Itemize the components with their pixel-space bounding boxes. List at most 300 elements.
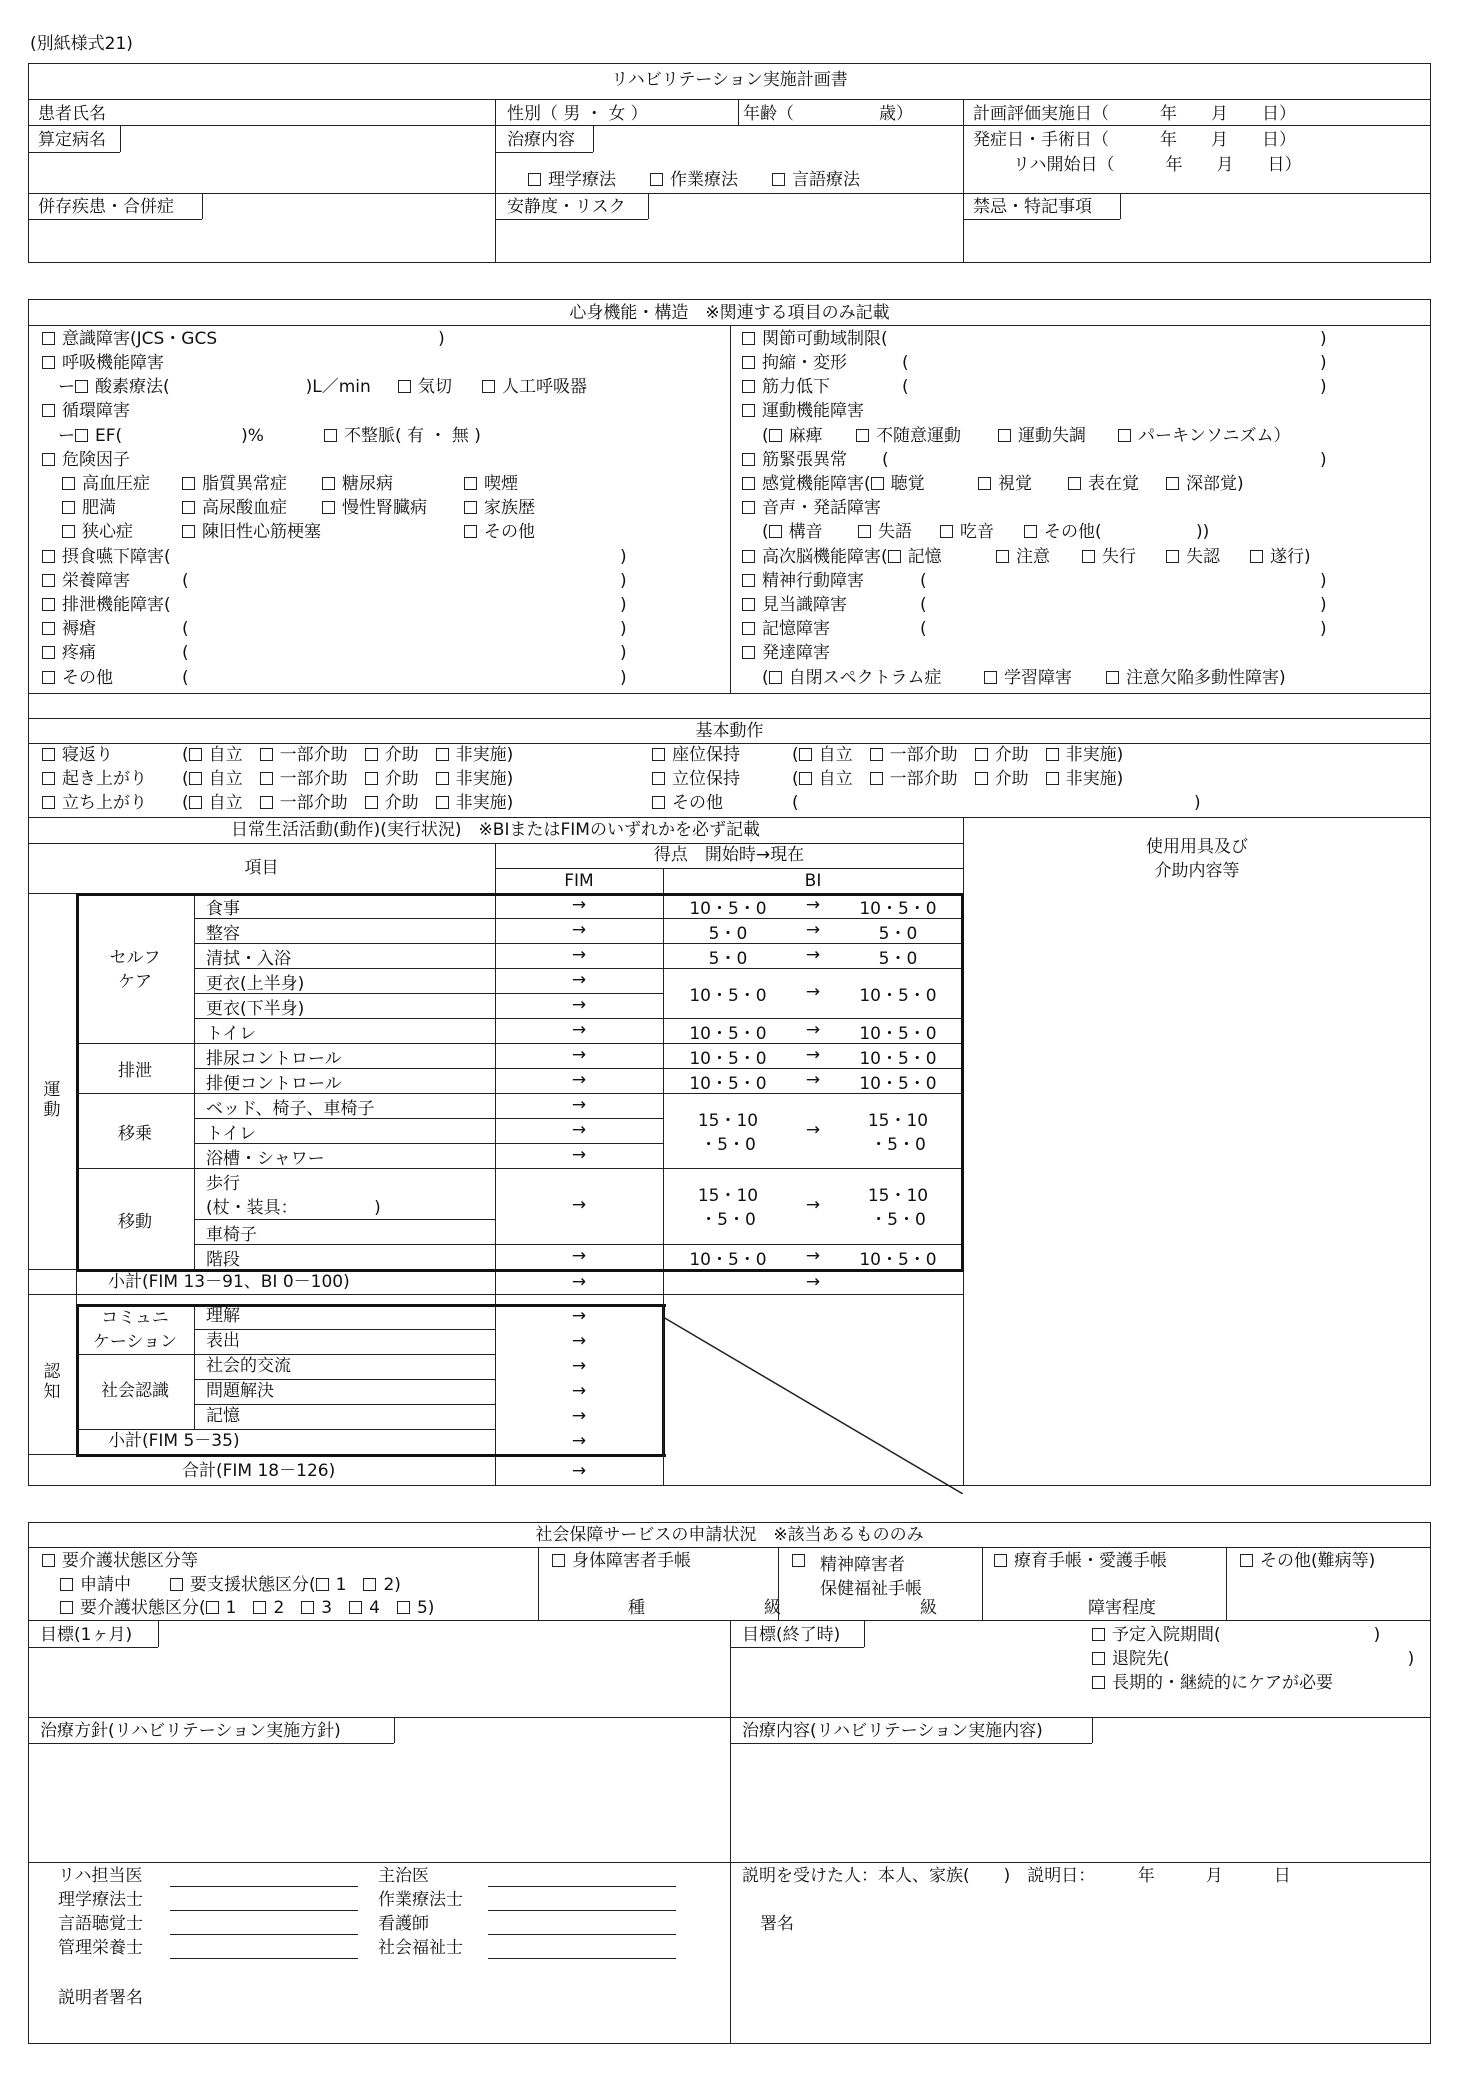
checkbox-icon[interactable] (464, 501, 477, 514)
fim-arrow: → (571, 1381, 587, 1401)
sex-field[interactable]: 性別（ 男 ・ 女 ） (507, 104, 648, 124)
checkbox-icon[interactable] (1240, 1554, 1253, 1567)
bf-tracheostomy[interactable]: 気切 (398, 379, 452, 396)
bf-risk-factors[interactable]: 危険因子 (42, 452, 130, 469)
checkbox-icon[interactable] (742, 380, 755, 393)
bf-circulation[interactable]: 循環障害 (42, 403, 130, 420)
checkbox-icon[interactable] (742, 332, 755, 345)
checkbox-icon[interactable] (994, 1554, 1007, 1567)
fim-arrow: → (571, 1144, 587, 1165)
bf-adhd[interactable]: 注意欠陥多動性障害) (1106, 670, 1286, 687)
bf-speech[interactable]: 音声・発話障害 (742, 500, 881, 517)
staff-rehab-doctor: リハ担当医 (58, 1866, 143, 1886)
basic-motion-title: 基本動作 (695, 721, 764, 741)
bi-arrow: → (805, 894, 821, 915)
checkbox-icon[interactable] (1046, 748, 1059, 761)
therapy-ot[interactable]: 作業療法 (650, 172, 738, 189)
checkbox-icon[interactable] (324, 429, 337, 442)
bi-start-value: 10・5・0 (689, 1249, 767, 1270)
checkbox-icon[interactable] (975, 772, 988, 785)
checkbox-icon[interactable] (1046, 772, 1059, 785)
basic-motion-r-0[interactable]: 座位保持 (652, 747, 740, 764)
bf-articulation[interactable]: ( 構音 (762, 522, 823, 542)
bi-arrow: → (805, 1044, 821, 1065)
staff-dietitian: 管理栄養士 (58, 1938, 143, 1958)
bf-cognitive[interactable]: 高次脳機能障害( 記憶 (742, 549, 942, 566)
checkbox-icon[interactable] (322, 501, 335, 514)
score-header: 得点 開始時→現在 (653, 845, 805, 865)
rule-line (76, 893, 964, 896)
rule-line (495, 1068, 663, 1069)
checkbox-icon[interactable] (62, 525, 75, 538)
bf-deep[interactable]: 深部覚) (1166, 476, 1244, 493)
support-cb[interactable]: 要支援状態区分( 1 2) (170, 1577, 401, 1594)
checkbox-icon[interactable] (260, 772, 273, 785)
checkbox-icon[interactable] (652, 772, 665, 785)
checkbox-icon[interactable] (482, 380, 495, 393)
bi-arrow: → (805, 1069, 821, 1090)
signature-label: 署名 (760, 1914, 794, 1934)
paren-close: ) (1320, 329, 1327, 349)
checkbox-icon[interactable] (940, 525, 953, 538)
adl-item-5: トイレ (206, 1024, 257, 1044)
paren-open: ( (920, 619, 927, 639)
adl-item-1: 整容 (206, 924, 240, 944)
checkbox-icon[interactable] (42, 550, 55, 563)
rule-line (194, 1329, 495, 1330)
bf-other[interactable]: その他 (42, 670, 113, 687)
checkbox-icon[interactable] (42, 772, 55, 785)
checkbox-icon[interactable] (189, 796, 202, 809)
bf-respiratory[interactable]: 呼吸機能障害 (42, 355, 164, 372)
checkbox-icon[interactable] (316, 1578, 329, 1591)
checkbox-icon[interactable] (75, 380, 88, 393)
adl-item-cog-3: 問題解決 (206, 1381, 274, 1401)
checkbox-icon[interactable] (742, 356, 755, 369)
staff-ot: 作業療法士 (378, 1890, 463, 1910)
checkbox-icon[interactable] (975, 748, 988, 761)
mental-grade: 級 (920, 1598, 937, 1618)
checkbox-icon[interactable] (60, 1601, 73, 1614)
checkbox-icon[interactable] (1092, 1652, 1105, 1665)
bi-arrow: → (805, 1119, 821, 1140)
adl-item-cog-2: 社会的交流 (206, 1356, 291, 1376)
other-cb[interactable]: その他(難病等) (1240, 1553, 1375, 1570)
checkbox-icon[interactable] (870, 772, 883, 785)
checkbox-icon[interactable] (652, 796, 665, 809)
bf-family-history[interactable]: 家族歴 (464, 500, 535, 517)
staff-nurse: 看護師 (378, 1914, 429, 1934)
paren-open: ( (902, 353, 909, 373)
fim-arrow: → (571, 1356, 587, 1376)
bf-old-mi[interactable]: 陳旧性心筋梗塞 (182, 524, 321, 541)
checkbox-icon[interactable] (998, 429, 1011, 442)
checkbox-icon[interactable] (436, 796, 449, 809)
checkbox-icon[interactable] (552, 1554, 565, 1567)
bf-hypertension[interactable]: 高血圧症 (62, 476, 150, 493)
bf-motor[interactable]: 運動機能障害 (742, 403, 864, 420)
bf-paralysis[interactable]: ( 麻痺 (762, 426, 823, 446)
checkbox-icon[interactable] (650, 173, 663, 186)
rule-line (663, 918, 963, 919)
paren-close: ) (1194, 793, 1201, 813)
bf-dysphagia[interactable]: 摂食嚥下障害( (42, 549, 171, 566)
bi-current-value: 15・10 ・5・0 (867, 1110, 929, 1155)
bf-involuntary[interactable]: 不随意運動 (856, 428, 961, 445)
checkbox-icon[interactable] (436, 748, 449, 761)
checkbox-icon[interactable] (182, 525, 195, 538)
checkbox-icon[interactable] (189, 748, 202, 761)
checkbox-icon[interactable] (742, 453, 755, 466)
fim-arrow: → (571, 1272, 587, 1292)
bf-oxygen[interactable]: ー 酸素療法( )L／min (58, 377, 371, 397)
checkbox-icon[interactable] (436, 772, 449, 785)
rule-line (495, 1244, 663, 1245)
bf-hyperuricemia[interactable]: 高尿酸血症 (182, 500, 287, 517)
bf-tone[interactable]: 筋緊張異常 (742, 452, 847, 469)
bf-contracture[interactable]: 拘縮・変形 (742, 355, 847, 372)
bf-ef[interactable]: ー EF( )% (58, 426, 264, 446)
adl-item-3: 更衣(上半身) (206, 974, 305, 994)
checkbox-icon[interactable] (464, 477, 477, 490)
rule-line (194, 1118, 495, 1119)
rule-line (663, 1068, 963, 1069)
checkbox-icon[interactable] (260, 796, 273, 809)
bf-developmental[interactable]: 発達障害 (742, 645, 830, 662)
checkbox-icon[interactable] (464, 525, 477, 538)
bf-dyslipidemia[interactable]: 脂質異常症 (182, 476, 287, 493)
basic-motion-r-2[interactable]: その他 (652, 795, 723, 812)
checkbox-icon[interactable] (1092, 1676, 1105, 1689)
checkbox-icon[interactable] (301, 1601, 314, 1614)
checkbox-icon[interactable] (42, 332, 55, 345)
bf-vision[interactable]: 視覚 (978, 476, 1032, 493)
rule-line (663, 1043, 963, 1044)
checkbox-icon[interactable] (1082, 550, 1095, 563)
paren-close: ) (1320, 450, 1327, 470)
policy-label: 治療方針(リハビリテーション実施方針) (40, 1721, 341, 1741)
paren-close: ) (620, 547, 627, 567)
checkbox-icon[interactable] (62, 501, 75, 514)
checkbox-icon[interactable] (792, 1554, 805, 1567)
checkbox-icon[interactable] (182, 501, 195, 514)
rule-line (76, 1304, 79, 1455)
bf-risk-other[interactable]: その他 (464, 524, 535, 541)
bf-consciousness[interactable]: 意識障害(JCS・GCS ) (42, 331, 445, 348)
rule-line (194, 1068, 495, 1069)
checkbox-icon[interactable] (1118, 429, 1131, 442)
paren-close: ) (1320, 619, 1327, 639)
fim-arrow: → (571, 894, 587, 915)
rule-line (663, 1244, 963, 1245)
checkbox-icon[interactable] (260, 748, 273, 761)
checkbox-icon[interactable] (253, 1601, 266, 1614)
checkbox-icon[interactable] (42, 796, 55, 809)
rule-line (194, 918, 495, 919)
care-level2-cb[interactable]: 要介護状態区分( 1 2 3 4 5) (60, 1600, 434, 1617)
rule-line (495, 1143, 663, 1144)
checkbox-icon[interactable] (42, 404, 55, 417)
contraindication-label: 禁忌・特記事項 (973, 197, 1092, 217)
subtotal-motor: 小計(FIM 13－91、BI 0－100) (108, 1272, 350, 1292)
bi-start-value: 5・0 (708, 948, 748, 969)
bf-sensory[interactable]: 感覚機能障害( 聴覚 (742, 476, 925, 493)
bf-superficial[interactable]: 表在覚 (1068, 476, 1139, 493)
checkbox-icon[interactable] (769, 429, 782, 442)
adl-item-10: 浴槽・シャワー (206, 1149, 325, 1169)
checkbox-icon[interactable] (996, 550, 1009, 563)
checkbox-icon[interactable] (799, 772, 812, 785)
bf-agnosia[interactable]: 失認 (1166, 549, 1220, 566)
adl-item-0: 食事 (206, 899, 240, 919)
adl-item-4: 更衣(下半身) (206, 999, 305, 1019)
bf-ckd[interactable]: 慢性腎臓病 (322, 500, 427, 517)
bi-current-value: 15・10 ・5・0 (867, 1186, 929, 1230)
paren-close: ) (620, 668, 627, 688)
checkbox-icon[interactable] (42, 646, 55, 659)
rule-line (663, 1304, 664, 1486)
adl-item-11: 歩行 (杖・装具： ) (206, 1174, 381, 1218)
mental-book-label: 精神障害者 保健福祉手帳 (820, 1555, 922, 1599)
bf-smoking[interactable]: 喫煙 (464, 476, 518, 493)
bi-start-value: 15・10 ・5・0 (697, 1110, 759, 1155)
checkbox-icon[interactable] (870, 748, 883, 761)
checkbox-icon[interactable] (1024, 525, 1037, 538)
checkbox-icon[interactable] (742, 501, 755, 514)
checkbox-icon[interactable] (206, 1601, 219, 1614)
checkbox-icon[interactable] (772, 173, 785, 186)
fim-arrow: → (571, 1019, 587, 1040)
checkbox-icon[interactable] (742, 646, 755, 659)
treatment-label: 治療内容 (507, 130, 575, 150)
body-function-title: 心身機能・構造 ※関連する項目のみ記載 (569, 303, 890, 323)
mental-book-cb[interactable] (792, 1553, 812, 1570)
disability-grade: 種 級 (628, 1598, 781, 1618)
bf-psychiatric[interactable]: 精神行動障害 (742, 573, 864, 590)
bf-stutter[interactable]: 吃音 (940, 524, 994, 541)
checkbox-icon[interactable] (888, 550, 901, 563)
checkbox-icon[interactable] (799, 748, 812, 761)
goal-1m-label: 目標(1ヶ月) (40, 1625, 133, 1645)
checkbox-icon[interactable] (652, 748, 665, 761)
checkbox-icon[interactable] (397, 1601, 410, 1614)
checkbox-icon[interactable] (60, 1578, 73, 1591)
adl-item-2: 清拭・入浴 (206, 949, 291, 969)
bf-asd[interactable]: ( 自閉スペクトラム症 (762, 668, 942, 688)
basic-motion-1[interactable]: 起き上がり (42, 771, 147, 788)
checkbox-icon[interactable] (528, 173, 541, 186)
bf-ventilator[interactable]: 人工呼吸器 (482, 379, 587, 396)
checkbox-icon[interactable] (363, 1578, 376, 1591)
applying-cb[interactable]: 申請中 (60, 1577, 131, 1594)
fim-arrow: → (571, 1069, 587, 1090)
basic-motion-levels-2[interactable]: ( 自立 一部介助 介助 非実施) (182, 793, 514, 813)
checkbox-icon[interactable] (189, 772, 202, 785)
checkbox-icon[interactable] (871, 477, 884, 490)
bf-diabetes[interactable]: 糖尿病 (322, 476, 393, 493)
staff-social-worker: 社会福祉士 (378, 1938, 463, 1958)
rule-line (76, 1269, 77, 1304)
checkbox-icon[interactable] (984, 671, 997, 684)
bi-arrow: → (805, 1272, 821, 1292)
rule-line (76, 893, 79, 1269)
fim-arrow: → (571, 1119, 587, 1140)
adl-group-label: 移動 (118, 1211, 152, 1232)
checkbox-icon[interactable] (1166, 550, 1179, 563)
checkbox-icon[interactable] (42, 598, 55, 611)
checkbox-icon[interactable] (42, 1554, 55, 1567)
content-label: 治療内容(リハビリテーション実施内容) (742, 1721, 1043, 1741)
bf-pressure-ulcer[interactable]: 褥瘡 (42, 621, 96, 638)
checkbox-icon[interactable] (349, 1601, 362, 1614)
checkbox-icon[interactable] (398, 380, 411, 393)
bf-excretion[interactable]: 排泄機能障害( (42, 597, 171, 614)
rule-line (76, 1168, 495, 1169)
rule-line (76, 1429, 495, 1430)
checkbox-icon[interactable] (182, 477, 195, 490)
checkbox-icon[interactable] (42, 574, 55, 587)
bf-executive[interactable]: 遂行) (1250, 549, 1311, 566)
rehab-start-field[interactable]: リハ開始日（ 年 月 日） (1013, 155, 1302, 175)
checkbox-icon[interactable] (170, 1578, 183, 1591)
bf-rom[interactable]: 関節可動域制限( (742, 331, 888, 348)
checkbox-icon[interactable] (42, 671, 55, 684)
bi-start-value: 5・0 (708, 923, 748, 944)
age-field[interactable]: 年齢（ 歳） (743, 104, 913, 124)
checkbox-icon[interactable] (62, 477, 75, 490)
bf-arrhythmia[interactable]: 不整脈( 有 ・ 無 ) (324, 428, 481, 445)
paren-open: ( (882, 450, 889, 470)
bf-ataxia[interactable]: 運動失調 (998, 428, 1086, 445)
bi-arrow: → (805, 982, 821, 1002)
basic-motion-2[interactable]: 立ち上がり (42, 795, 147, 812)
checkbox-icon[interactable] (42, 453, 55, 466)
checkbox-icon[interactable] (769, 671, 782, 684)
checkbox-icon[interactable] (42, 622, 55, 635)
diagnosis-label: 算定病名 (38, 130, 106, 150)
checkbox-icon[interactable] (322, 477, 335, 490)
checkbox-icon[interactable] (742, 574, 755, 587)
checkbox-icon[interactable] (42, 356, 55, 369)
bf-orientation[interactable]: 見当識障害 (742, 597, 847, 614)
bf-attention[interactable]: 注意 (996, 549, 1050, 566)
checkbox-icon[interactable] (42, 748, 55, 761)
adl-item-6: 排尿コントロール (206, 1049, 342, 1069)
checkbox-icon[interactable] (365, 772, 378, 785)
rule-line (76, 1304, 666, 1307)
checkbox-icon[interactable] (1166, 477, 1179, 490)
therapy-st[interactable]: 言語療法 (772, 172, 860, 189)
bf-speech-other[interactable]: その他( (1024, 524, 1102, 541)
bf-obesity[interactable]: 肥満 (62, 500, 116, 517)
paren-close: ) (620, 571, 627, 591)
checkbox-icon[interactable] (978, 477, 991, 490)
checkbox-icon[interactable] (742, 550, 755, 563)
basic-motion-r-1[interactable]: 立位保持 (652, 771, 740, 788)
checkbox-icon[interactable] (1250, 550, 1263, 563)
bf-ld[interactable]: 学習障害 (984, 670, 1072, 687)
bf-parkinsonism[interactable]: パーキンソニズム） (1118, 428, 1291, 445)
paren-open: ( (920, 571, 927, 591)
checkbox-icon[interactable] (856, 429, 869, 442)
paren-close: ) (620, 595, 627, 615)
basic-motion-r-levels-0[interactable]: ( 自立 一部介助 介助 非実施) (792, 745, 1124, 765)
rule-line (663, 1018, 963, 1019)
checkbox-icon[interactable] (75, 429, 88, 442)
fim-arrow: → (571, 1461, 587, 1481)
bf-nutrition[interactable]: 栄養障害 (42, 573, 130, 590)
rule-line (495, 1118, 663, 1119)
social-title: 社会保障サービスの申請状況 ※該当あるもののみ (535, 1525, 924, 1545)
checkbox-icon[interactable] (742, 598, 755, 611)
bf-weakness[interactable]: 筋力低下 (742, 379, 830, 396)
explainer-signature: 説明者署名 (58, 1988, 143, 2008)
rule-line (495, 993, 663, 994)
onset-date-field[interactable]: 発症日・手術日（ 年 月 日） (973, 130, 1296, 150)
paren-open: ( (182, 643, 189, 663)
adl-item-7: 排便コントロール (206, 1074, 342, 1094)
nursing-book-cb[interactable]: 療育手帳・愛護手帳 (994, 1553, 1167, 1570)
discharge-cb[interactable]: 退院先( ) (1092, 1651, 1414, 1668)
disability-book-cb[interactable]: 身体障害者手帳 (552, 1553, 691, 1570)
basic-motion-levels-1[interactable]: ( 自立 一部介助 介助 非実施) (182, 769, 514, 789)
checkbox-icon[interactable] (742, 404, 755, 417)
basic-motion-levels-0[interactable]: ( 自立 一部介助 介助 非実施) (182, 745, 514, 765)
fim-arrow: → (571, 969, 587, 990)
longterm-cb[interactable]: 長期的・継続的にケアが必要 (1092, 1675, 1333, 1692)
eval-date-field[interactable]: 計画評価実施日（ 年 月 日） (973, 104, 1296, 124)
rule-line (194, 1219, 495, 1220)
rule-line (194, 943, 495, 944)
checkbox-icon[interactable] (858, 525, 871, 538)
stay-cb[interactable]: 予定入院期間( ) (1092, 1627, 1380, 1644)
rule-line (194, 893, 195, 1269)
checkbox-icon[interactable] (365, 796, 378, 809)
checkbox-icon[interactable] (1106, 671, 1119, 684)
therapy-pt[interactable]: 理学療法 (528, 172, 616, 189)
care-level-cb[interactable]: 要介護状態区分等 (42, 1553, 198, 1570)
checkbox-icon[interactable] (742, 622, 755, 635)
rule-line (28, 1294, 963, 1295)
basic-motion-0[interactable]: 寝返り (42, 747, 113, 764)
bf-aphasia[interactable]: 失語 (858, 524, 912, 541)
bi-start-value: 15・10 ・5・0 (697, 1186, 759, 1230)
col-fim-header: FIM (564, 871, 594, 891)
adl-group-label: コミュニ ケーション (92, 1308, 178, 1352)
goal-end-label: 目標(終了時) (742, 1625, 841, 1645)
bf-pain[interactable]: 疼痛 (42, 645, 96, 662)
adl-item-13: 階段 (206, 1250, 240, 1270)
checkbox-icon[interactable] (742, 477, 755, 490)
rule-line (495, 1043, 663, 1044)
checkbox-icon[interactable] (769, 525, 782, 538)
bf-angina[interactable]: 狭心症 (62, 524, 133, 541)
bf-memory[interactable]: 記憶障害 (742, 621, 830, 638)
rule-line (495, 918, 663, 919)
bi-current-value: 5・0 (878, 923, 918, 944)
checkbox-icon[interactable] (1092, 1628, 1105, 1641)
checkbox-icon[interactable] (1068, 477, 1081, 490)
checkbox-icon[interactable] (365, 748, 378, 761)
paren-open: ( (792, 793, 799, 813)
rule-line (194, 968, 495, 969)
basic-motion-r-levels-1[interactable]: ( 自立 一部介助 介助 非実施) (792, 769, 1124, 789)
bi-arrow: → (805, 919, 821, 940)
rule-line (495, 1018, 663, 1019)
bi-arrow: → (805, 1019, 821, 1040)
fim-arrow: → (571, 1044, 587, 1065)
bf-apraxia[interactable]: 失行 (1082, 549, 1136, 566)
